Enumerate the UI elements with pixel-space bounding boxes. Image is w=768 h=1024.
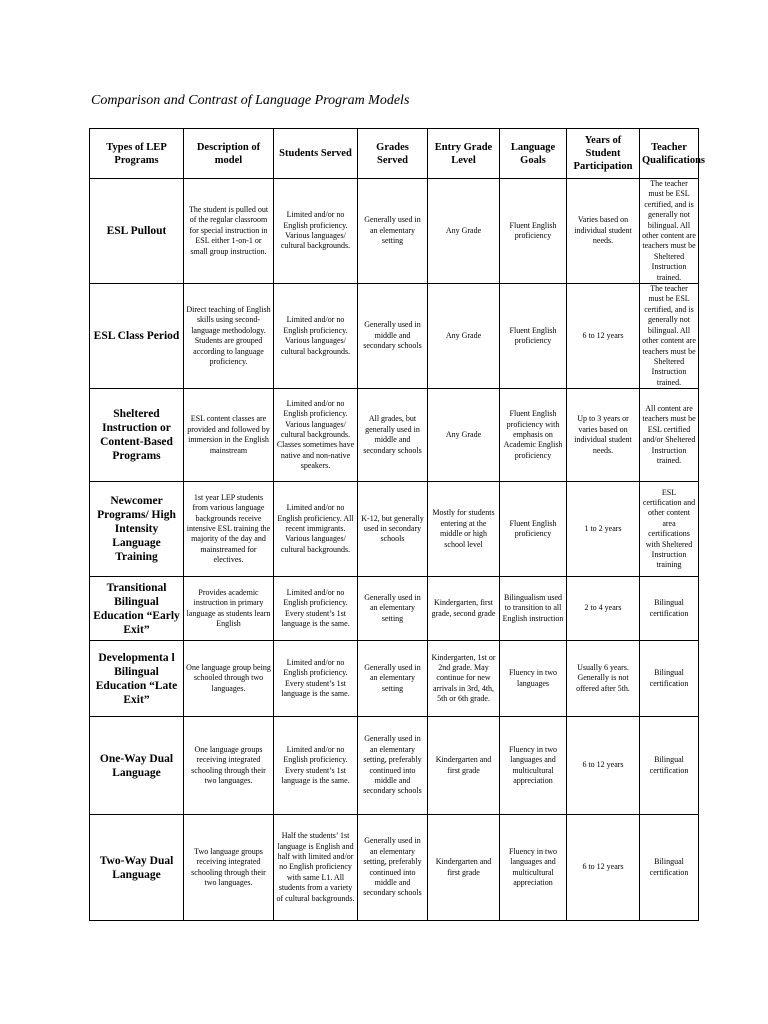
description-cell: Direct teaching of English skills using second-language methodology. Students are grouped according to language proficiency. xyxy=(184,284,274,389)
description-cell: 1st year LEP students from various language backgrounds receive intensive ESL training the majority of the day and mainstreamed for electives. xyxy=(184,482,274,577)
column-header: Grades Served xyxy=(358,129,428,179)
students-served-cell: Limited and/or no English proficiency. Various languages/ cultural backgrounds. xyxy=(274,179,358,284)
qualifications-cell: The teacher must be ESL certified, and is generally not bilingual. All other content are teachers must be Sheltered Instruction trained. xyxy=(640,284,699,389)
table-row xyxy=(90,389,699,482)
students-served-cell: Limited and/or no English proficiency. Every student’s 1st language is the same. xyxy=(274,641,358,717)
document-title: Comparison and Contrast of Language Program Models xyxy=(91,93,410,108)
entry-grade-cell: Kindergarten and first grade xyxy=(428,815,500,921)
qualifications-cell: All content are teachers must be ESL certified and/or Sheltered Instruction trained. xyxy=(640,389,699,482)
entry-grade-cell: Any Grade xyxy=(428,179,500,284)
table-row xyxy=(90,482,699,577)
language-goals-cell: Bilingualism used to transition to all English instruction xyxy=(500,577,567,641)
column-header: Language Goals xyxy=(500,129,567,179)
grades-served-cell: K-12, but generally used in secondary schools xyxy=(358,482,428,577)
language-goals-cell: Fluent English proficiency xyxy=(500,284,567,389)
program-type-cell: ESL Class Period xyxy=(90,284,184,389)
description-cell: Two language groups receiving integrated schooling through their two languages. xyxy=(184,815,274,921)
entry-grade-cell: Any Grade xyxy=(428,389,500,482)
table-row xyxy=(90,179,699,284)
description-cell: One language group being schooled through two languages. xyxy=(184,641,274,717)
entry-grade-cell: Any Grade xyxy=(428,284,500,389)
column-header: Teacher Qualifications xyxy=(640,129,699,179)
language-goals-cell: Fluency in two languages and multicultural appreciation xyxy=(500,717,567,815)
qualifications-cell: ESL certification and other content area certifications with Sheltered Instruction training xyxy=(640,482,699,577)
description-cell: Provides academic instruction in primary language as students learn English xyxy=(184,577,274,641)
grades-served-cell: Generally used in an elementary setting xyxy=(358,641,428,717)
description-cell: The student is pulled out of the regular classroom for special instruction in ESL either 1-on-1 or small group instruction. xyxy=(184,179,274,284)
students-served-cell: Limited and/or no English proficiency. Every student’s 1st language is the same. xyxy=(274,577,358,641)
grades-served-cell: All grades, but generally used in middle and secondary schools xyxy=(358,389,428,482)
table-row xyxy=(90,577,699,641)
language-goals-cell: Fluency in two languages and multicultural appreciation xyxy=(500,815,567,921)
program-type-cell: One-Way Dual Language xyxy=(90,717,184,815)
description-cell: ESL content classes are provided and followed by immersion in the English mainstream xyxy=(184,389,274,482)
qualifications-cell: Bilingual certification xyxy=(640,815,699,921)
column-header: Description of model xyxy=(184,129,274,179)
years-cell: 2 to 4 years xyxy=(567,577,640,641)
students-served-cell: Limited and/or no English proficiency. Every student’s 1st language is the same. xyxy=(274,717,358,815)
grades-served-cell: Generally used in an elementary setting xyxy=(358,179,428,284)
header-row xyxy=(90,129,699,179)
grades-served-cell: Generally used in middle and secondary schools xyxy=(358,284,428,389)
grades-served-cell: Generally used in an elementary setting, preferably continued into middle and secondary schools xyxy=(358,815,428,921)
years-cell: Up to 3 years or varies based on individual student needs. xyxy=(567,389,640,482)
table-row xyxy=(90,717,699,815)
entry-grade-cell: Mostly for students entering at the middle or high school level xyxy=(428,482,500,577)
column-header: Students Served xyxy=(274,129,358,179)
language-goals-cell: Fluency in two languages xyxy=(500,641,567,717)
students-served-cell: Half the students’ 1st language is English and half with limited and/or no English proficiency with same L1. All students from a variety of cultural backgrounds. xyxy=(274,815,358,921)
grades-served-cell: Generally used in an elementary setting xyxy=(358,577,428,641)
language-goals-cell: Fluent English proficiency with emphasis on Academic English proficiency xyxy=(500,389,567,482)
column-header: Entry Grade Level xyxy=(428,129,500,179)
table-row xyxy=(90,284,699,389)
years-cell: 6 to 12 years xyxy=(567,717,640,815)
program-type-cell: Developmenta l Bilingual Education “Late Exit” xyxy=(90,641,184,717)
years-cell: 1 to 2 years xyxy=(567,482,640,577)
program-type-cell: Sheltered Instruction or Content-Based Programs xyxy=(90,389,184,482)
table-row xyxy=(90,641,699,717)
entry-grade-cell: Kindergarten, first grade, second grade xyxy=(428,577,500,641)
description-cell: One language groups receiving integrated schooling through their two languages. xyxy=(184,717,274,815)
qualifications-cell: Bilingual certification xyxy=(640,577,699,641)
column-header: Types of LEP Programs xyxy=(90,129,184,179)
students-served-cell: Limited and/or no English proficiency. Various languages/ cultural backgrounds. Classes sometimes have native and non-native speakers. xyxy=(274,389,358,482)
students-served-cell: Limited and/or no English proficiency. Various languages/ cultural backgrounds. xyxy=(274,284,358,389)
program-type-cell: Newcomer Programs/ High Intensity Language Training xyxy=(90,482,184,577)
years-cell: 6 to 12 years xyxy=(567,815,640,921)
program-models-table xyxy=(89,128,706,921)
grades-served-cell: Generally used in an elementary setting, preferably continued into middle and secondary schools xyxy=(358,717,428,815)
years-cell: 6 to 12 years xyxy=(567,284,640,389)
entry-grade-cell: Kindergarten, 1st or 2nd grade. May continue for new arrivals in 3rd, 4th, 5th or 6th grade. xyxy=(428,641,500,717)
program-type-cell: Transitional Bilingual Education “Early Exit” xyxy=(90,577,184,641)
qualifications-cell: The teacher must be ESL certified, and is generally not bilingual. All other content are teachers must be Sheltered Instruction trained. xyxy=(640,179,699,284)
language-goals-cell: Fluent English proficiency xyxy=(500,482,567,577)
language-goals-cell: Fluent English proficiency xyxy=(500,179,567,284)
entry-grade-cell: Kindergarten and first grade xyxy=(428,717,500,815)
program-type-cell: Two-Way Dual Language xyxy=(90,815,184,921)
qualifications-cell: Bilingual certification xyxy=(640,641,699,717)
program-type-cell: ESL Pullout xyxy=(90,179,184,284)
years-cell: Varies based on individual student needs. xyxy=(567,179,640,284)
column-header: Years of Student Participation xyxy=(567,129,640,179)
years-cell: Usually 6 years. Generally is not offered after 5th. xyxy=(567,641,640,717)
table-row xyxy=(90,815,699,921)
students-served-cell: Limited and/or no English proficiency. All recent immigrants. Various languages/ cultural backgrounds. xyxy=(274,482,358,577)
qualifications-cell: Bilingual certification xyxy=(640,717,699,815)
